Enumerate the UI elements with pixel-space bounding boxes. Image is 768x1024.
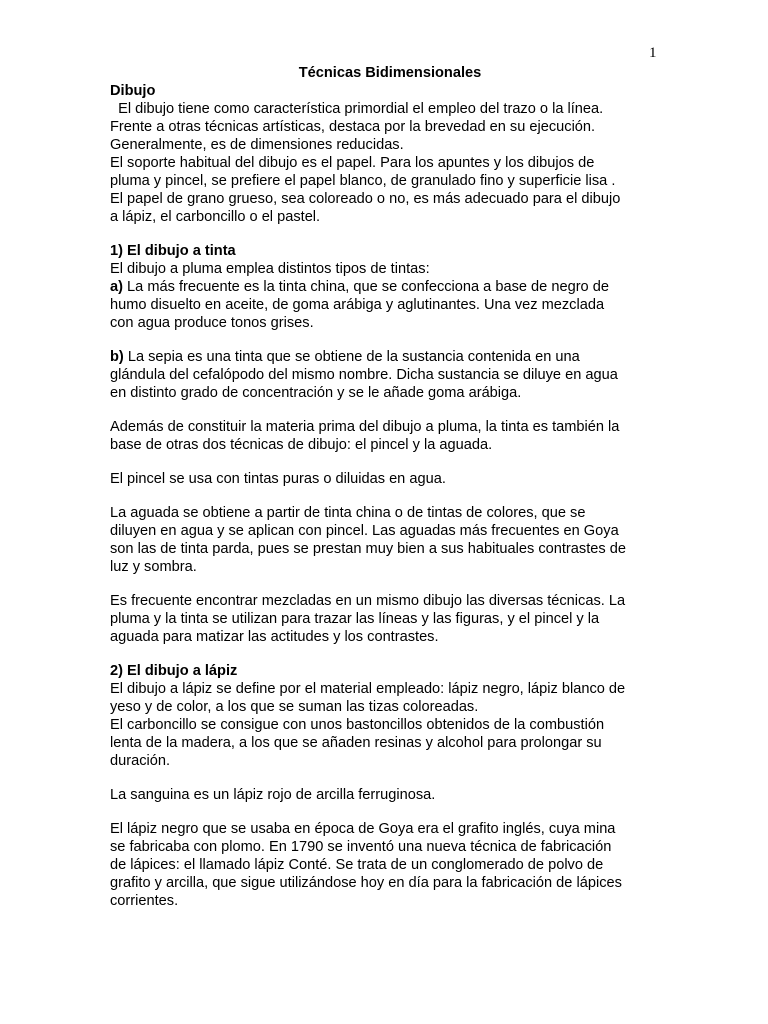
document-body — [110, 64, 670, 910]
heading-dibujo-a-lapiz: 2) El dibujo a lápiz — [110, 663, 238, 679]
page-number: 1 — [649, 45, 657, 61]
pluma-paragraph: Además de constituir la materia prima del dibujo a pluma, la tinta es también la base de otras dos técnicas de dibujo: el pincel y la aguada. — [110, 419, 620, 453]
intro-paragraph: El dibujo tiene como característica primordial el empleo del trazo o la línea. Frente a otras técnicas artísticas, destaca por la brevedad en su ejecución. Generalmente, es de dimensiones reducidas. El soporte habitual del dibujo es el papel. Para los apuntes y los dibujos de pluma y pincel, se prefiere el papel blanco, de granulado fino y superficie lisa . El papel de grano grueso, sea coloreado o no, es más adecuado para el dibujo a lápiz, el carboncillo o el pastel. — [110, 101, 621, 225]
pincel-paragraph: El pincel se usa con tintas puras o diluidas en agua. — [110, 471, 446, 487]
tinta-intro-line: El dibujo a pluma emplea distintos tipos de tintas: — [110, 261, 430, 277]
item-b-label: b) — [110, 349, 124, 365]
mezcla-paragraph: Es frecuente encontrar mezcladas en un mismo dibujo las diversas técnicas. La pluma y la tinta se utilizan para trazar las líneas y las figuras, y el pincel y la aguada para matizar las actitudes y los contrastes. — [110, 593, 626, 645]
heading-dibujo-a-tinta: 1) El dibujo a tinta — [110, 243, 236, 259]
document-title: Técnicas Bidimensionales — [298, 65, 482, 81]
aguada-paragraph: La aguada se obtiene a partir de tinta china o de tintas de colores, que se diluyen en agua y se aplican con pincel. Las aguadas más frecuentes en Goya son las de tinta parda, pues se prestan muy bien a sus habituales contrastes de luz y sombra. — [110, 505, 626, 575]
grafito-paragraph: El lápiz negro que se usaba en época de Goya era el grafito inglés, cuya mina se fabricaba con plomo. En 1790 se inventó una nueva técnica de fabricación de lápices: el llamado lápiz Conté. Se trata de un conglomerado de polvo de grafito y arcilla, que sigue utilizándose hoy en día para la fabricación de lápices corrientes. — [110, 821, 622, 909]
item-a-label: a) — [110, 279, 123, 295]
sanguina-paragraph: La sanguina es un lápiz rojo de arcilla ferruginosa. — [110, 787, 436, 803]
item-b-paragraph — [110, 348, 670, 402]
item-a-text: La más frecuente es la tinta china, que se confecciona a base de negro de humo disuelto en aceite, de goma arábiga y aglutinantes. Una vez mezclada con agua produce tonos grises. — [110, 279, 609, 331]
material-paragraph: El dibujo a lápiz se define por el material empleado: lápiz negro, lápiz blanco de yeso y de color, a los que se suman las tizas coloreadas. El carboncillo se consigue con unos bastoncillos obtenidos de la combustión lenta de la madera, a los que se añaden resinas y alcohol para prolongar su duración. — [110, 681, 626, 769]
item-a-paragraph — [110, 278, 670, 332]
item-b-text: La sepia es una tinta que se obtiene de la sustancia contenida en una glándula del cefalópodo del mismo nombre. Dicha sustancia se diluye en agua en distinto grado de concentración y se le añade goma arábiga. — [110, 349, 618, 401]
heading-dibujo: Dibujo — [110, 83, 156, 99]
